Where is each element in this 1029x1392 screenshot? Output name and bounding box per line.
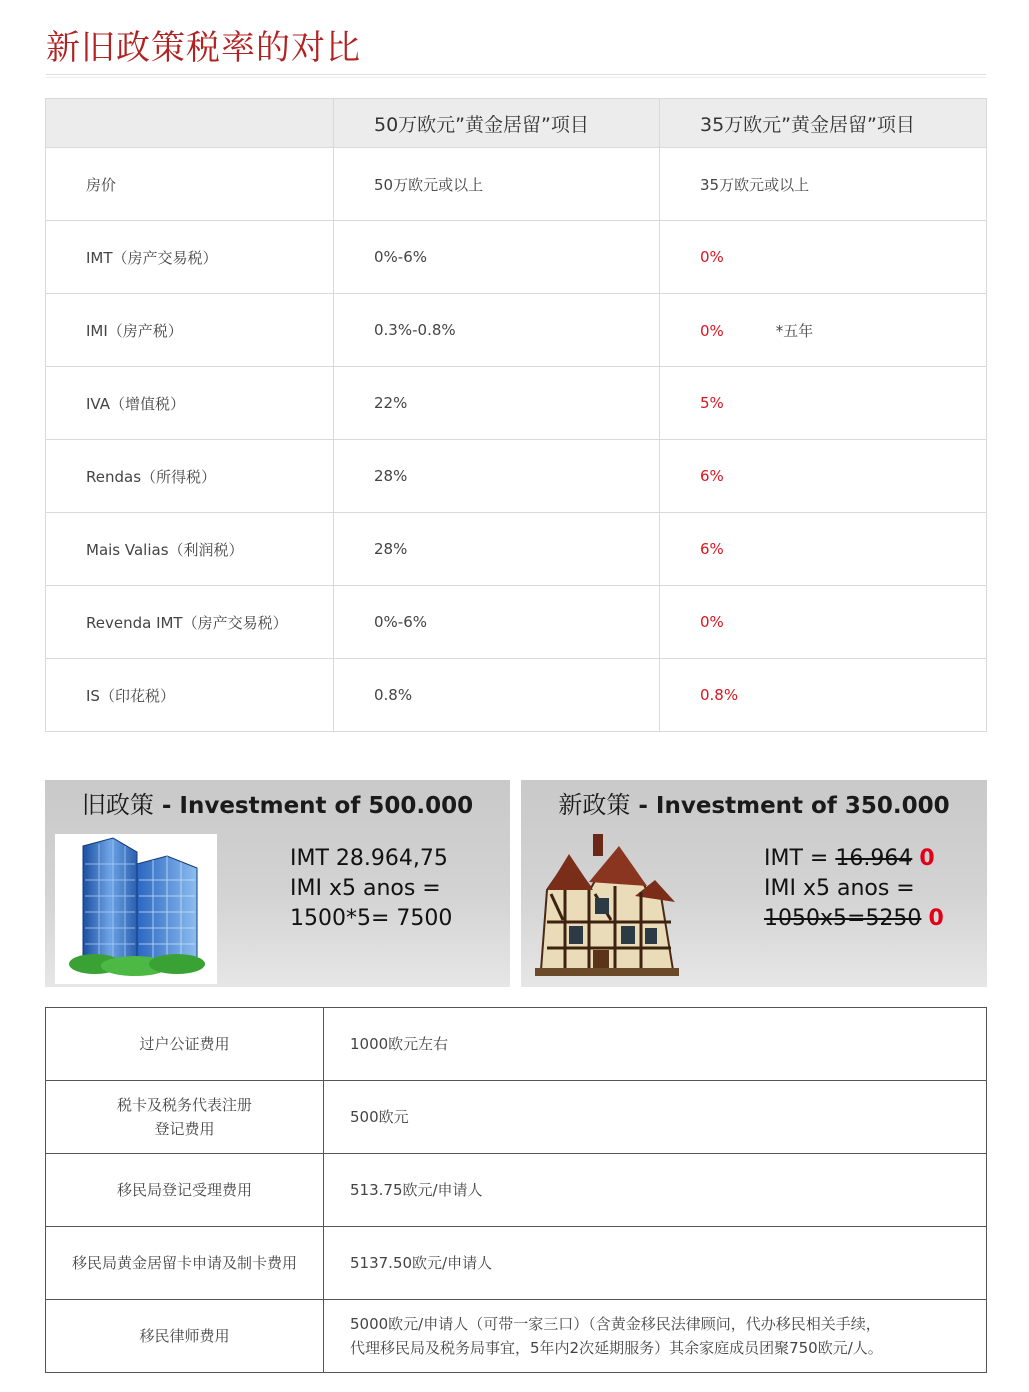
fee-table-row bbox=[46, 1154, 987, 1227]
tax-row-label: IS（印花税） bbox=[46, 659, 334, 732]
tax-row-old-value: 0.3%-0.8% bbox=[334, 294, 660, 367]
tax-row-old-value: 28% bbox=[334, 440, 660, 513]
tax-row-label: IMI（房产税） bbox=[46, 294, 334, 367]
tax-row-new-cell bbox=[660, 586, 987, 659]
tax-row-new-value: 0% bbox=[700, 321, 724, 340]
tax-row-label: Mais Valias（利润税） bbox=[46, 513, 334, 586]
fee-table-row bbox=[46, 1227, 987, 1300]
fee-table bbox=[45, 1007, 987, 1373]
tax-table-header-row bbox=[46, 99, 987, 148]
header-old-program: 50万欧元”黄金居留”项目 bbox=[334, 99, 660, 148]
fee-value: 1000欧元左右 bbox=[324, 1008, 987, 1081]
new-imi-total-line: 1050x5=5250 0 bbox=[764, 906, 944, 931]
title-divider-secondary bbox=[46, 77, 986, 78]
new-imi-line: IMI x5 anos = bbox=[764, 876, 915, 901]
old-policy-title: 旧政策 - Investment of 500.000 bbox=[81, 791, 474, 819]
tax-table-row bbox=[46, 148, 987, 221]
old-imt-line: IMT 28.964,75 bbox=[290, 846, 448, 871]
tax-row-new-cell bbox=[660, 440, 987, 513]
tax-row-old-value: 0%-6% bbox=[334, 586, 660, 659]
tax-row-new-value: 35万欧元或以上 bbox=[700, 175, 810, 194]
tax-table-row bbox=[46, 440, 987, 513]
fee-label: 移民局黄金居留卡申请及制卡费用 bbox=[46, 1227, 324, 1300]
tax-row-old-value: 22% bbox=[334, 367, 660, 440]
tax-table-row bbox=[46, 294, 987, 367]
fee-value: 513.75欧元/申请人 bbox=[324, 1154, 987, 1227]
tax-table-row bbox=[46, 513, 987, 586]
tax-row-label: Rendas（所得税） bbox=[46, 440, 334, 513]
tax-row-note: *五年 bbox=[775, 321, 814, 340]
fee-label: 税卡及税务代表注册 登记费用 bbox=[46, 1081, 324, 1154]
fee-label: 移民律师费用 bbox=[46, 1300, 324, 1373]
title-divider bbox=[46, 74, 986, 75]
tax-row-label: IMT（房产交易税） bbox=[46, 221, 334, 294]
tax-table-row bbox=[46, 221, 987, 294]
tax-table-row bbox=[46, 659, 987, 732]
tax-row-new-cell bbox=[660, 148, 987, 221]
fee-table-row bbox=[46, 1300, 987, 1373]
fee-value: 5137.50欧元/申请人 bbox=[324, 1227, 987, 1300]
tax-row-new-value: 0% bbox=[700, 613, 724, 631]
tax-row-new-value: 6% bbox=[700, 467, 724, 485]
tax-row-old-value: 0.8% bbox=[334, 659, 660, 732]
tax-row-label: IVA（增值税） bbox=[46, 367, 334, 440]
new-imt-line: IMT = 16.964 0 bbox=[764, 846, 935, 871]
tax-row-new-value: 6% bbox=[700, 540, 724, 558]
tax-row-new-value: 0% bbox=[700, 248, 724, 266]
new-policy-details bbox=[764, 844, 944, 934]
office-buildings-icon bbox=[55, 834, 217, 984]
fee-label: 过户公证费用 bbox=[46, 1008, 324, 1081]
new-policy-panel bbox=[521, 780, 987, 987]
tax-row-new-value: 5% bbox=[700, 394, 724, 412]
tax-row-old-value: 28% bbox=[334, 513, 660, 586]
header-new-program: 35万欧元”黄金居留”项目 bbox=[660, 99, 987, 148]
tax-row-new-cell bbox=[660, 294, 987, 367]
tax-table-row bbox=[46, 586, 987, 659]
fee-value: 500欧元 bbox=[324, 1081, 987, 1154]
tax-table-row bbox=[46, 367, 987, 440]
tax-comparison-table bbox=[45, 98, 987, 732]
old-imi-total-line: 1500*5= 7500 bbox=[290, 906, 453, 931]
tudor-house-icon bbox=[535, 830, 679, 980]
new-policy-title: 新政策 - Investment of 350.000 bbox=[558, 791, 950, 819]
tax-row-label: 房价 bbox=[46, 148, 334, 221]
fee-table-row bbox=[46, 1008, 987, 1081]
tax-row-new-cell bbox=[660, 659, 987, 732]
fee-table-row bbox=[46, 1081, 987, 1154]
tax-row-new-cell bbox=[660, 221, 987, 294]
old-policy-details bbox=[290, 844, 452, 934]
tax-row-new-cell bbox=[660, 513, 987, 586]
tax-row-old-value: 50万欧元或以上 bbox=[334, 148, 660, 221]
tax-row-label: Revenda IMT（房产交易税） bbox=[46, 586, 334, 659]
old-imi-line: IMI x5 anos = bbox=[290, 876, 441, 901]
tax-row-old-value: 0%-6% bbox=[334, 221, 660, 294]
tax-row-new-value: 0.8% bbox=[700, 686, 739, 704]
tax-row-new-cell bbox=[660, 367, 987, 440]
header-empty-cell bbox=[46, 99, 334, 148]
page-title: 新旧政策税率的对比 bbox=[46, 28, 361, 68]
fee-label: 移民局登记受理费用 bbox=[46, 1154, 324, 1227]
old-policy-panel bbox=[45, 780, 510, 987]
fee-value: 5000欧元/申请人（可带一家三口）（含黄金移民法律顾问，代办移民相关手续， 代理移民局及税务局事宜，5年内2次延期服务）其余家庭成员团聚750欧元/人。 bbox=[324, 1300, 987, 1373]
